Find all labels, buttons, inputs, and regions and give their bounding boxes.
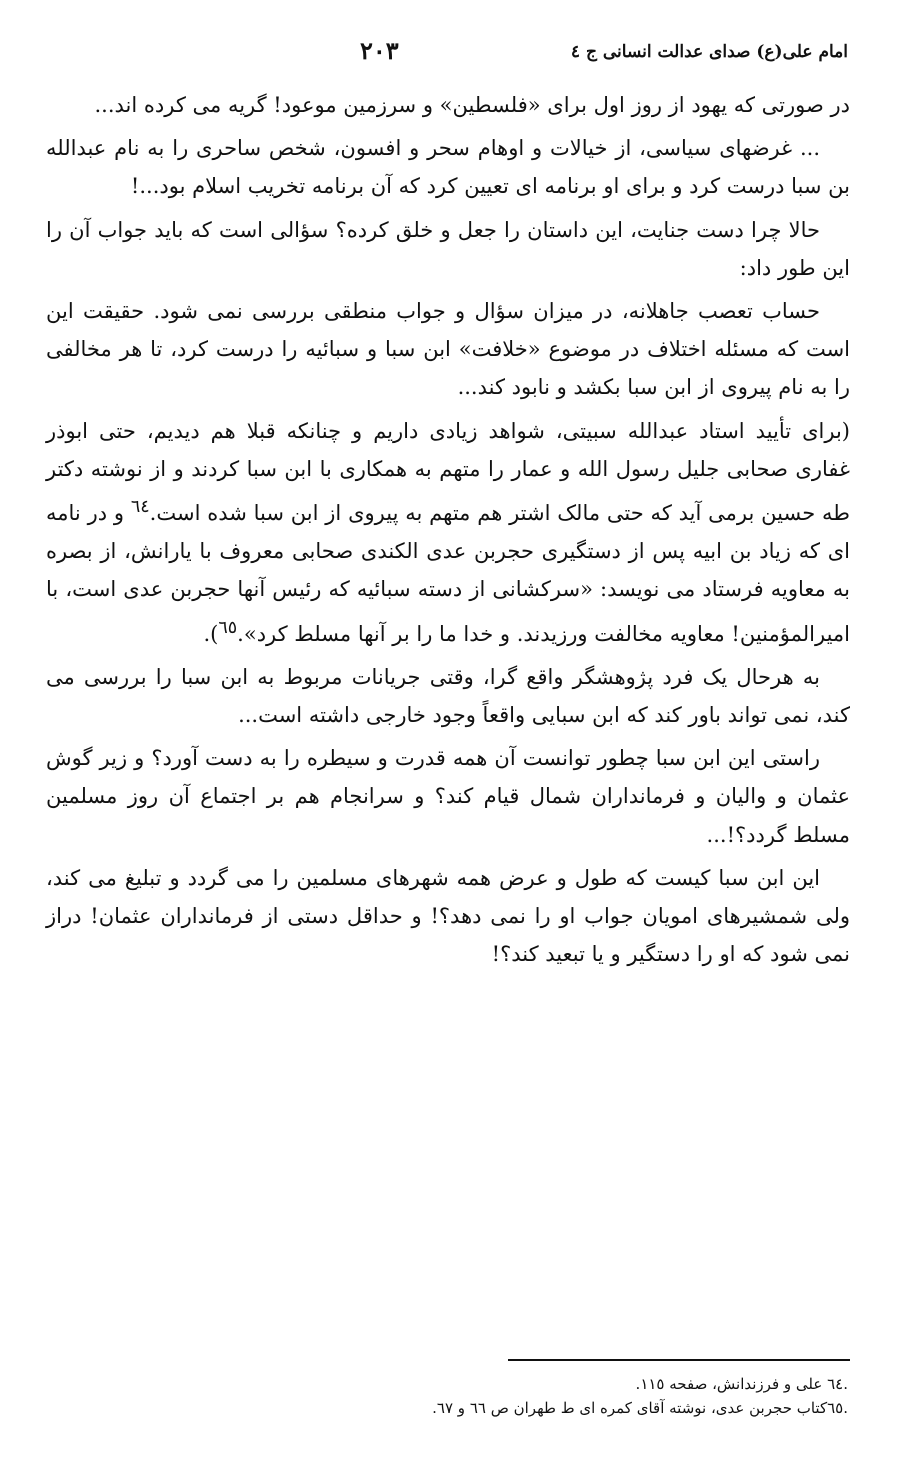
footnote-divider	[508, 1359, 850, 1361]
paragraph: حالا چرا دست جنایت، این داستان را جعل و خلق کرده؟ سؤالی است که باید جواب آن را این طور داد:	[46, 217, 850, 280]
paragraph: (برای تأیید استاد عبدالله سبیتی، شواهد زیادی داریم و چنانکه قبلا هم دیدیم، حتی ابوذر غفاری صحابی جلیل رسول الله و عمار را متهم به همکاری با ابن سبا کردند و از نوشته دکتر طه حسین برمی آید که حتی مالک اشتر هم متهم به پیروی از ابن سبا شده است.$^{٦٤}$ و در نامه ای که زیاد بن ابیه پس از دستگیری حجربن عدی الکندی صحابی معروف با یارانش، از بصره به معاویه فرستاد می نویسد: «سرکشانی از دسته سبائیه که رئیس آنها حجربن عدی است، با امیرالمؤمنین! معاویه مخالفت ورزیدند. و خدا ما را بر آنها مسلط کرد».$^{٦٥}$).	[46, 418, 850, 646]
footnote-64: .٦٤ علی و فرزندانش، صفحه ١١٥.	[635, 1375, 848, 1393]
paragraph: به هرحال یک فرد پژوهشگر واقع گرا، وقتی جریانات مربوط به ابن سبا را بررسی می کند، نمی تواند باور کند که ابن سبایی واقعاً وجود خارجی داشته است...	[46, 664, 850, 728]
paragraph: راستی این ابن سبا چطور توانست آن همه قدرت و سیطره را به دست آورد؟ و زیر گوش عثمان و والیان و فرمانداران شمال قیام کند؟ و سرانجام هم بر اجتماع آن روز مسلمین مسلط گردد؟!...	[46, 746, 850, 847]
paragraph: ... غرضهای سیاسی، از خیالات و اوهام سحر و افسون، شخص ساحری را به نام عبدالله بن سبا درست کرد و برای او برنامه ای تعیین کرد که آن برنامه تخریب اسلام بود...!	[46, 136, 850, 199]
paragraph: این ابن سبا کیست که طول و عرض همه شهرهای مسلمین را می گردد و تبلیغ می کند، ولی شمشیرهای امویان جواب او را نمی دهد؟! و حداقل دستی از فرمانداران عثمان! دراز نمی شود که او را دستگیر و یا تبعید کند؟!	[46, 865, 850, 967]
footnote-ref-65: ٦٥	[218, 617, 238, 638]
footnotes	[46, 1372, 848, 1420]
body-text	[46, 86, 850, 978]
page-number: ٢٠٣	[360, 36, 399, 65]
footnote-ref-64: ٦٤	[130, 497, 150, 518]
paragraph: حساب تعصب جاهلانه، در میزان سؤال و جواب منطقی بررسی نمی شود. حقیقت این است که مسئله اختلاف در موضوع «خلافت» ابن سبا و سبائیه را درست کرد، تا هر مخالفی را به نام پیروی از ابن سبا بکشد و نابود کند...	[46, 299, 850, 400]
running-title: امام علی(ع) صدای عدالت انسانی ج ٤	[570, 42, 848, 62]
page-header	[360, 36, 848, 70]
footnote-65: .٦٥کتاب حجربن عدی، نوشته آقای کمره ای ط طهران ص ٦٦ و ٦٧.	[432, 1399, 848, 1417]
paragraph: در صورتی که یهود از روز اول برای «فلسطین» و سرزمین موعود! گریه می کرده اند...	[94, 93, 850, 117]
